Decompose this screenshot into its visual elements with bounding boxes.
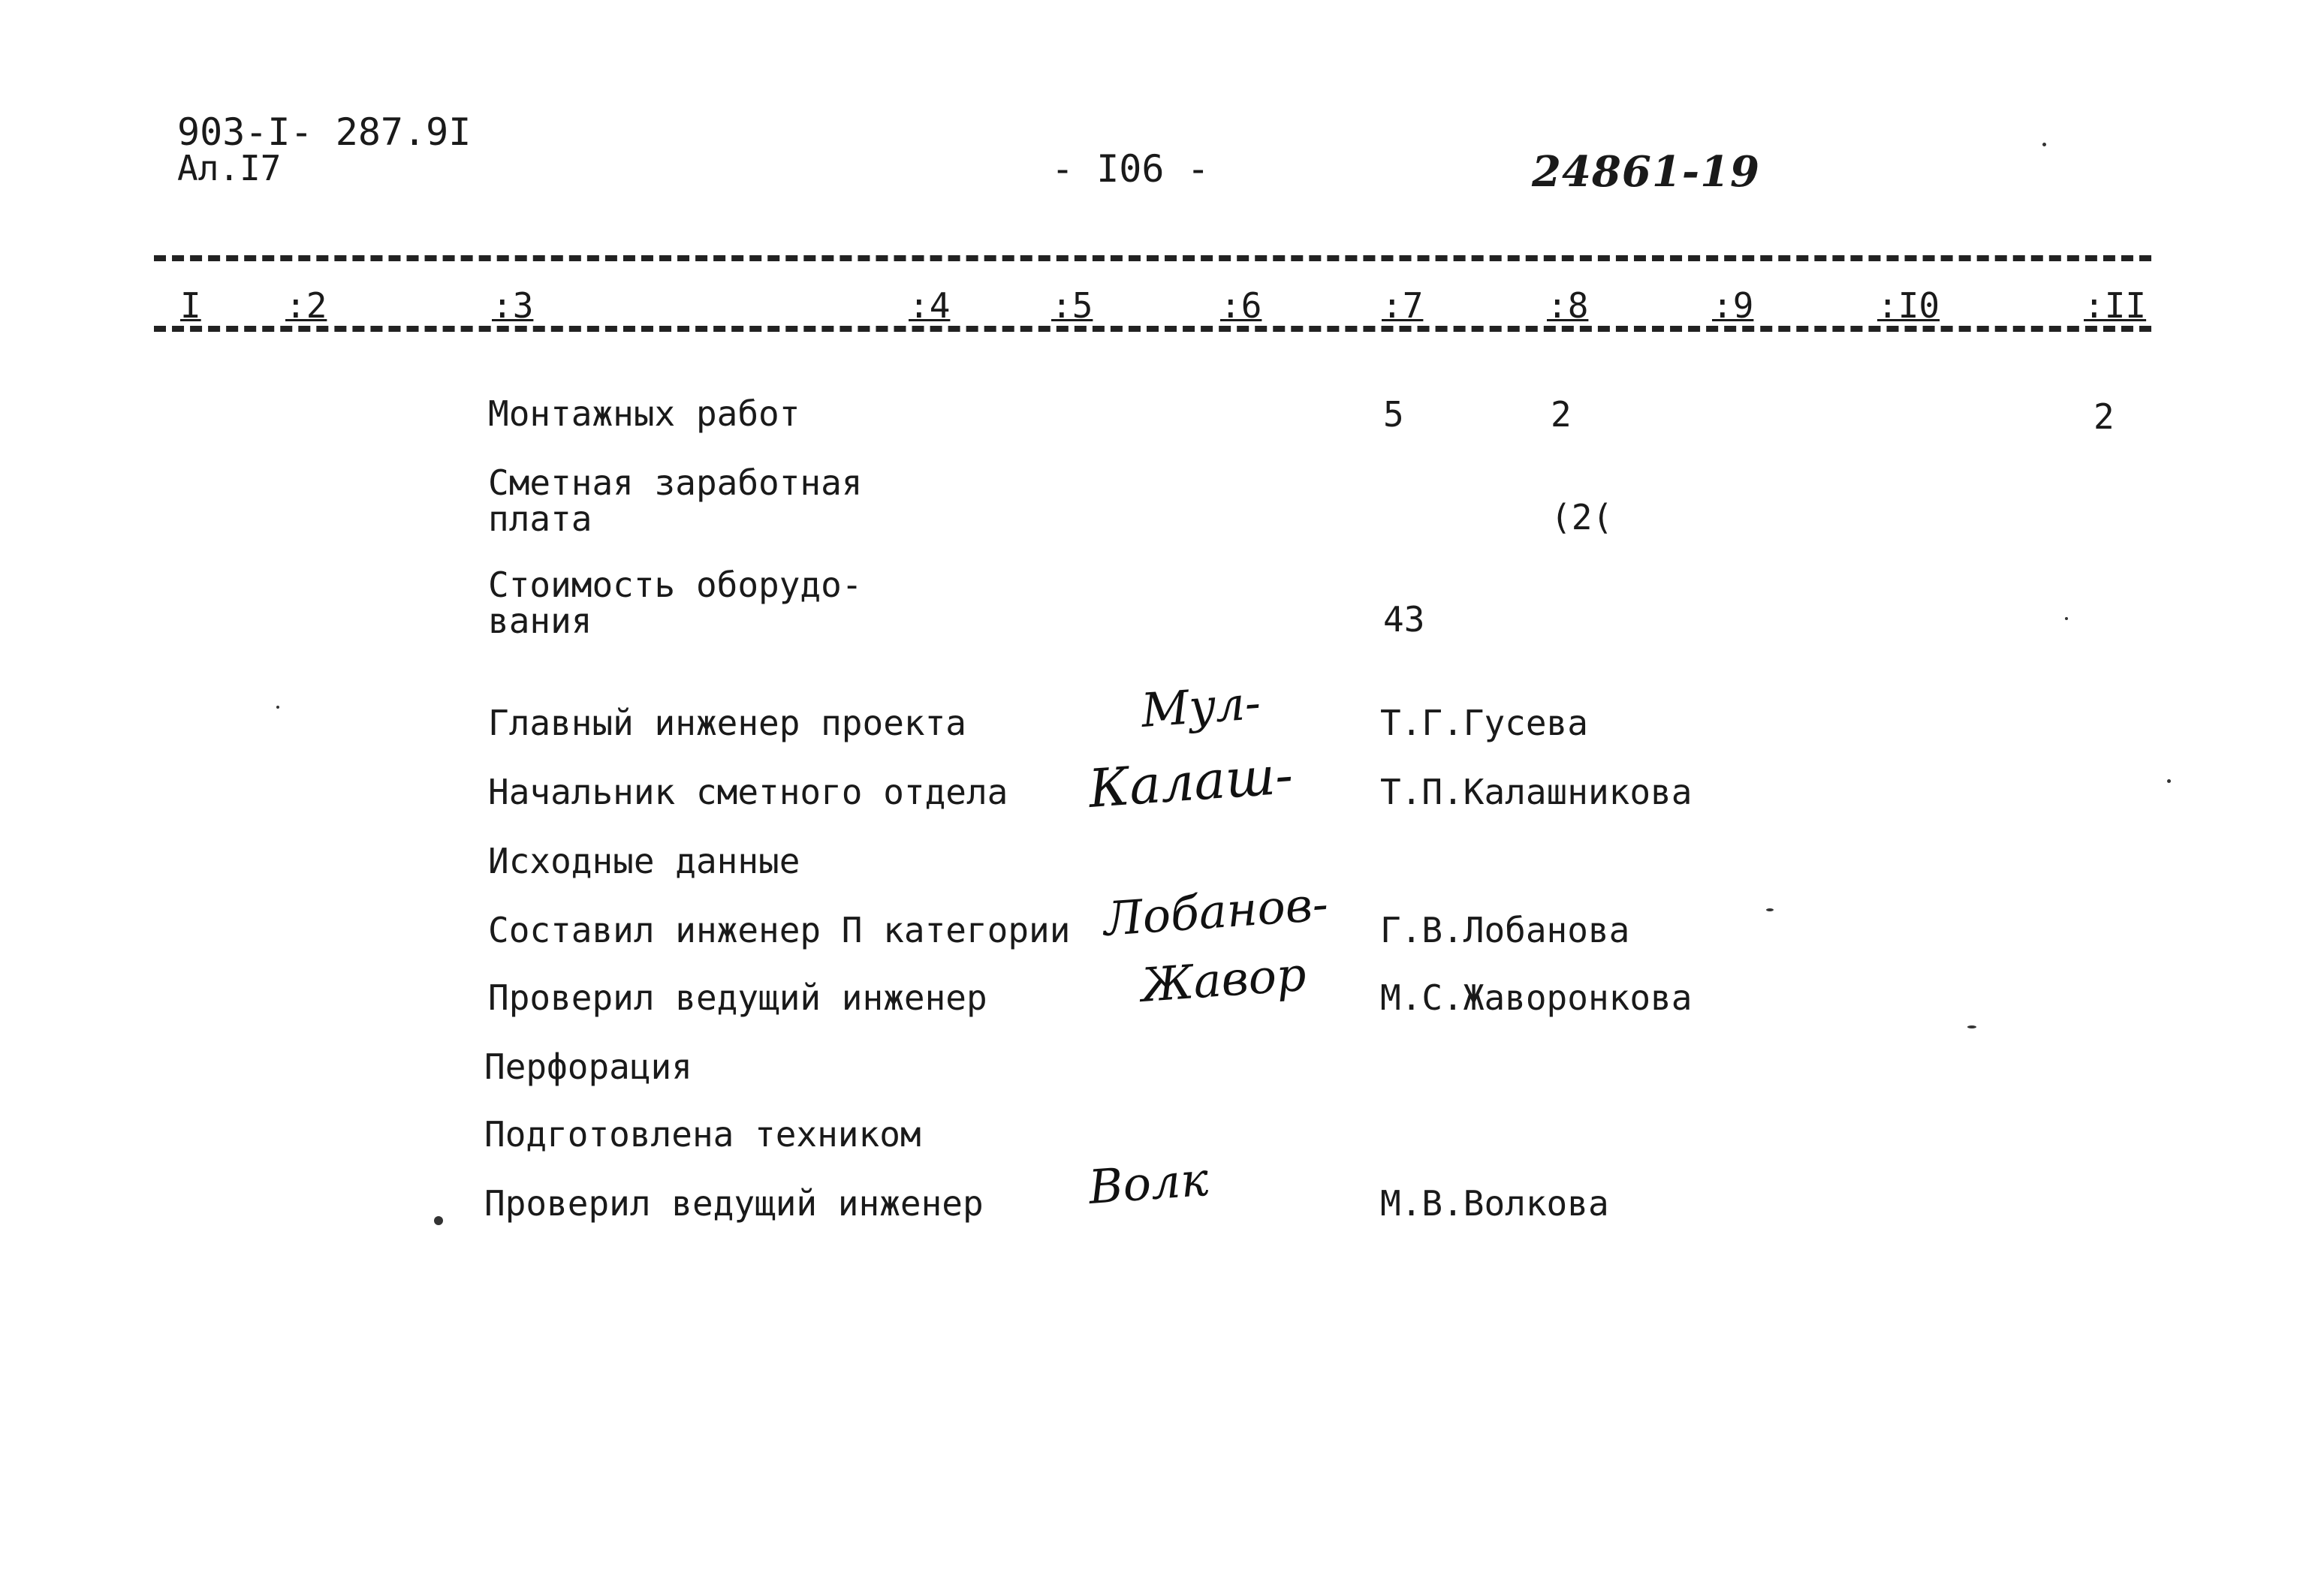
signer-name: Г.В.Лобанова [1380, 910, 1630, 950]
column-3-label: :3 [492, 285, 534, 326]
column-9-label: :9 [1712, 285, 1754, 326]
column-8-label: :8 [1547, 285, 1589, 326]
column-5-label: :5 [1051, 285, 1093, 326]
row-oborud-label-line1: Стоимость оборудо- [488, 565, 863, 605]
row-montazh-col11: 2 [2093, 396, 2115, 437]
column-7-label: :7 [1382, 285, 1424, 326]
column-6-label: :6 [1220, 285, 1262, 326]
column-2-label: :2 [285, 285, 327, 326]
row-montazh-col8: 2 [1551, 394, 1572, 435]
signer-role: Проверил ведущий инженер [484, 1183, 984, 1224]
scan-speck [434, 1216, 443, 1225]
dashed-rule-top [154, 255, 2151, 261]
column-1-label: I [180, 285, 201, 326]
signer-name: Т.П.Калашникова [1380, 772, 1693, 812]
sheet-label: Ал.I7 [177, 148, 282, 188]
handwritten-signature: Лобанов- [1102, 876, 1330, 947]
signer-role: Перфорация [484, 1046, 692, 1087]
handwritten-signature: Калаш- [1087, 744, 1295, 820]
scan-speck [1766, 908, 1774, 911]
scan-speck [2167, 779, 2171, 783]
column-11-label: :II [2084, 285, 2147, 326]
scan-speck [2042, 143, 2046, 146]
signer-role: Исходные данные [488, 841, 800, 881]
row-zarplata-label-line2: плата [488, 498, 592, 539]
dashed-rule-bottom [154, 326, 2151, 332]
handwritten-signature: Волк [1087, 1151, 1210, 1215]
signer-role: Подготовлена техником [484, 1114, 921, 1155]
handwritten-signature: Жавор [1139, 946, 1308, 1013]
signer-name: М.В.Волкова [1380, 1183, 1609, 1224]
scan-speck [276, 706, 279, 709]
scan-speck [2065, 617, 2068, 620]
signer-name: М.С.Жаворонкова [1380, 977, 1693, 1018]
signer-name: Т.Г.Гусева [1380, 703, 1588, 743]
column-4-label: :4 [909, 285, 951, 326]
row-oborud-col7: 43 [1383, 599, 1425, 640]
handwritten-signature: Myл- [1139, 675, 1263, 738]
row-montazh-label: Монтажных работ [488, 393, 800, 434]
signer-role: Главный инженер проекта [488, 703, 966, 743]
signer-role: Составил инженер П категории [488, 910, 1071, 950]
row-zarplata-col8: (2( [1551, 497, 1614, 538]
scan-speck [1967, 1025, 1976, 1028]
signer-role: Проверил ведущий инженер [488, 977, 987, 1018]
row-montazh-col7: 5 [1383, 394, 1404, 435]
handwritten-inventory-number: 24861-19 [1532, 147, 1760, 197]
row-zarplata-label-line1: Сметная заработная [488, 462, 863, 503]
column-10-label: :I0 [1877, 285, 1940, 326]
row-oborud-label-line2: вания [488, 601, 592, 641]
document-code: 903-I- 287.9I [177, 110, 472, 154]
page-number: - I06 - [1051, 147, 1210, 191]
signer-role: Начальник сметного отдела [488, 772, 1008, 812]
